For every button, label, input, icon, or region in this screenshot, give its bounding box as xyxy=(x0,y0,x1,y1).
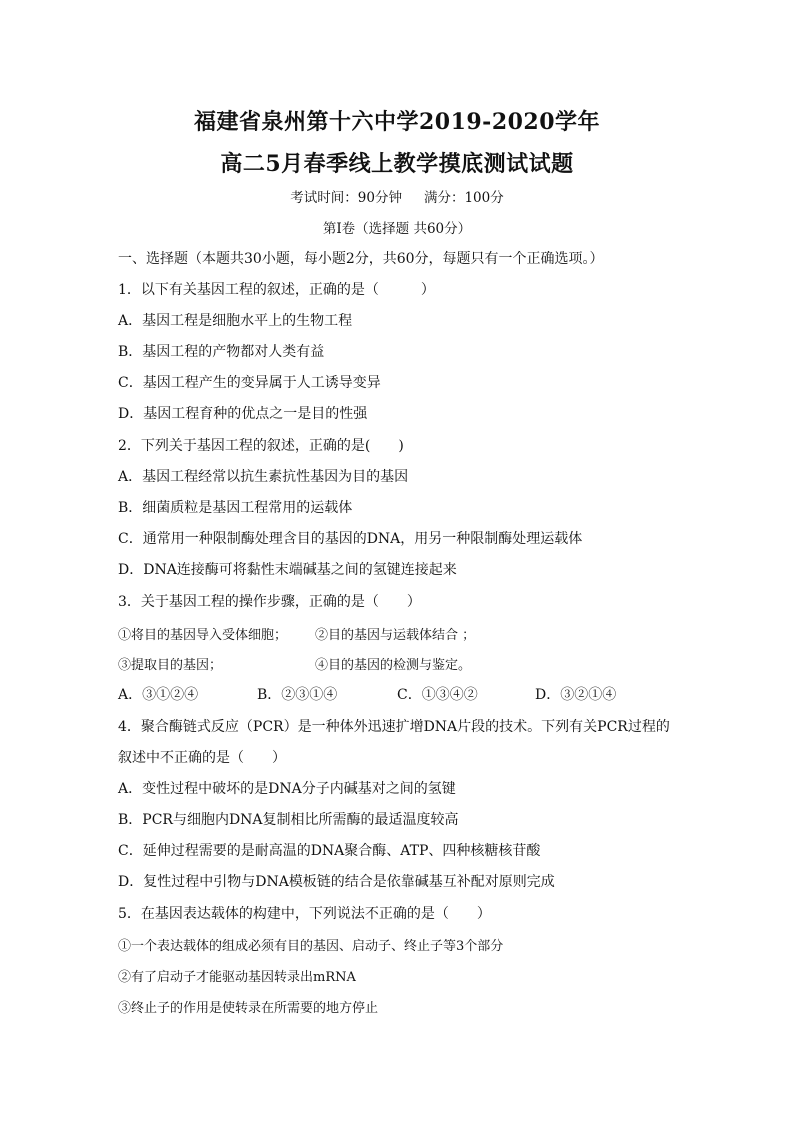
q1-option-c: C．基因工程产生的变异属于人工诱导变异 xyxy=(118,375,381,391)
q4-option-c: C．延伸过程需要的是耐高温的DNA聚合酶、ATP、四种核糖核苷酸 xyxy=(118,843,541,859)
q5-statement-2: ②有了启动子才能驱动基因转录出mRNA xyxy=(118,970,356,985)
exam-title-line2: 高二5月春季线上教学摸底测试试题 xyxy=(220,151,574,177)
q5-statement-1: ①一个表达载体的组成必须有目的基因、启动子、终止子等3个部分 xyxy=(118,939,504,954)
volume-label: 第Ⅰ卷（选择题 共60分） xyxy=(322,221,472,237)
exam-time: 考试时间：90分钟 xyxy=(290,190,402,206)
q4-option-b: B．PCR与细胞内DNA复制相比所需酶的最适温度较高 xyxy=(118,812,459,828)
q3-step-4: ④目的基因的检测与鉴定。 xyxy=(315,658,472,673)
q3-step-3: ③提取目的基因； xyxy=(118,658,223,673)
q3-option-d: D．③②①④ xyxy=(535,687,617,703)
q3-option-c: C．①③④② xyxy=(397,687,478,703)
full-score: 满分：100分 xyxy=(423,190,504,206)
q1-option-a: A．基因工程是细胞水平上的生物工程 xyxy=(118,313,353,329)
q2-option-d: D．DNA连接酶可将黏性末端碱基之间的氢键连接起来 xyxy=(118,562,457,578)
exam-title-line1: 福建省泉州第十六中学2019-2020学年 xyxy=(193,109,601,135)
q2-stem: 2．下列关于基因工程的叙述，正确的是( ) xyxy=(118,438,404,454)
q3-step-2: ②目的基因与运载体结合 ； xyxy=(315,628,476,643)
exam-meta xyxy=(0,186,794,206)
q1-option-d: D．基因工程育种的优点之一是目的性强 xyxy=(118,406,368,422)
q3-option-a: A．③①②④ xyxy=(118,687,199,703)
q4-option-a: A．变性过程中破坏的是DNA分子内碱基对之间的氢键 xyxy=(118,781,456,797)
q3-step-1: ①将目的基因导入受体细胞； xyxy=(118,628,288,643)
q4-stem-line2: 叙述中不正确的是（ ） xyxy=(118,750,286,766)
section-instruction: 一、选择题（本题共30小题，每小题2分，共60分，每题只有一个正确选项。） xyxy=(118,251,604,267)
q2-option-b: B．细菌质粒是基因工程常用的运载体 xyxy=(118,500,353,516)
q3-option-b: B．②③①④ xyxy=(257,687,338,703)
q1-stem: 1．以下有关基因工程的叙述，正确的是（ ） xyxy=(118,282,435,298)
q4-stem-line1: 4．聚合酶链式反应（PCR）是一种体外迅速扩增DNA片段的技术。下列有关PCR过程的 xyxy=(118,719,670,735)
q3-stem: 3．关于基因工程的操作步骤，正确的是（ ） xyxy=(118,594,421,610)
q2-option-c: C．通常用一种限制酶处理含目的基因的DNA，用另一种限制酶处理运载体 xyxy=(118,531,583,547)
q2-option-a: A．基因工程经常以抗生素抗性基因为目的基因 xyxy=(118,469,409,485)
q5-statement-3: ③终止子的作用是使转录在所需要的地方停止 xyxy=(118,1001,379,1016)
q1-option-b: B．基因工程的产物都对人类有益 xyxy=(118,344,325,360)
q4-option-d: D．复性过程中引物与DNA模板链的结合是依靠碱基互补配对原则完成 xyxy=(118,874,555,890)
q5-stem: 5．在基因表达载体的构建中，下列说法不正确的是（ ） xyxy=(118,906,491,922)
